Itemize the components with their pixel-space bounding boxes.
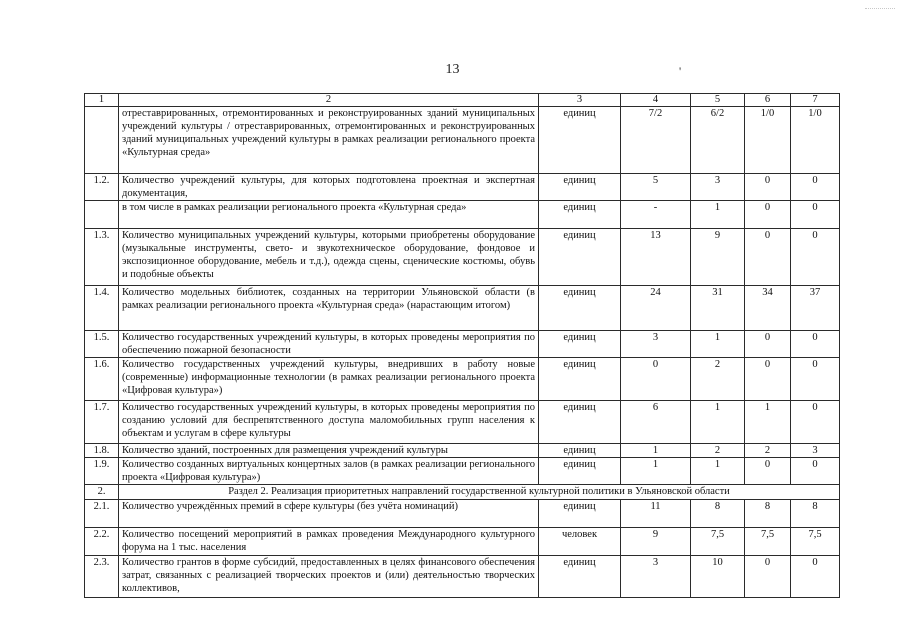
unit-cell: единиц <box>539 229 621 286</box>
section-row <box>85 485 840 500</box>
value-cell: 10 <box>691 556 745 598</box>
unit-cell: единиц <box>539 107 621 174</box>
value-cell: 2 <box>745 444 791 458</box>
table-row <box>85 286 840 331</box>
row-number: 1.9. <box>85 458 119 485</box>
row-number: 1.8. <box>85 444 119 458</box>
unit-cell: человек <box>539 528 621 556</box>
table-row <box>85 500 840 528</box>
table-row <box>85 458 840 485</box>
unit-cell: единиц <box>539 201 621 229</box>
table-row <box>85 401 840 444</box>
value-cell: 0 <box>791 201 840 229</box>
unit-cell: единиц <box>539 444 621 458</box>
column-header: 2 <box>119 94 539 107</box>
indicator-name: Количество модельных библиотек, созданных на территории Ульяновской области (в рамках реализации регионального проекта «Культурная среда» (нарастающим итогом) <box>119 286 539 331</box>
table-row <box>85 107 840 174</box>
column-header: 4 <box>621 94 691 107</box>
indicator-name: Количество муниципальных учреждений культуры, которыми приобретены оборудование (музыкальные инструменты, свето- и звукотехническое оборудование, фондовое и экспозиционное оборудование, мебель и т.д.), одежда сцены, сценические костюмы, обувь и подобные объекты <box>119 229 539 286</box>
unit-cell: единиц <box>539 556 621 598</box>
table-row <box>85 556 840 598</box>
value-cell: 1/0 <box>745 107 791 174</box>
scan-mark: ' <box>679 64 682 78</box>
indicator-name: Количество государственных учреждений культуры, в которых проведены мероприятия по созданию условий для беспрепятственного доступа маломобильных групп населения к объектам и услугам в сфере культуры <box>119 401 539 444</box>
unit-cell: единиц <box>539 331 621 358</box>
value-cell: 7/2 <box>621 107 691 174</box>
section-title: Раздел 2. Реализация приоритетных направлений государственной культурной политики в Ульяновской области <box>119 485 840 500</box>
value-cell: 7,5 <box>791 528 840 556</box>
value-cell: 6/2 <box>691 107 745 174</box>
indicator-name: Количество созданных виртуальных концертных залов (в рамках реализации регионального проекта «Цифровая культура») <box>119 458 539 485</box>
table-row <box>85 201 840 229</box>
value-cell: 0 <box>791 556 840 598</box>
row-number: 1.7. <box>85 401 119 444</box>
row-number: 1.4. <box>85 286 119 331</box>
value-cell: 8 <box>745 500 791 528</box>
table-header-row <box>85 94 840 107</box>
indicator-name: в том числе в рамках реализации регионального проекта «Культурная среда» <box>119 201 539 229</box>
value-cell: 0 <box>745 358 791 401</box>
value-cell: 0 <box>745 458 791 485</box>
unit-cell: единиц <box>539 174 621 201</box>
value-cell: - <box>621 201 691 229</box>
value-cell: 9 <box>691 229 745 286</box>
value-cell: 31 <box>691 286 745 331</box>
value-cell: 3 <box>621 556 691 598</box>
indicator-name: Количество государственных учреждений культуры, внедривших в работу новые (современные) информационные технологии (в рамках реализации регионального проекта «Цифровая культура») <box>119 358 539 401</box>
value-cell: 11 <box>621 500 691 528</box>
value-cell: 0 <box>621 358 691 401</box>
value-cell: 1 <box>621 444 691 458</box>
table-row <box>85 444 840 458</box>
value-cell: 0 <box>745 556 791 598</box>
value-cell: 0 <box>791 401 840 444</box>
value-cell: 0 <box>745 331 791 358</box>
value-cell: 0 <box>791 331 840 358</box>
column-header: 7 <box>791 94 840 107</box>
indicator-name: отреставрированных, отремонтированных и реконструированных зданий муниципальных учреждений культуры / отреставрированных, отремонтированных и реконструированных зданий муниципальных учреждений культуры в рамках реализации регионального проекта «Культурная среда» <box>119 107 539 174</box>
unit-cell: единиц <box>539 286 621 331</box>
row-number: 1.5. <box>85 331 119 358</box>
value-cell: 3 <box>621 331 691 358</box>
indicator-name: Количество посещений мероприятий в рамках проведения Международного культурного форума на 1 тыс. населения <box>119 528 539 556</box>
value-cell: 34 <box>745 286 791 331</box>
row-number: 2. <box>85 485 119 500</box>
unit-cell: единиц <box>539 401 621 444</box>
value-cell: 1 <box>691 401 745 444</box>
unit-cell: единиц <box>539 500 621 528</box>
value-cell: 1 <box>691 458 745 485</box>
row-number: 1.6. <box>85 358 119 401</box>
value-cell: 3 <box>691 174 745 201</box>
value-cell: 13 <box>621 229 691 286</box>
column-header: 1 <box>85 94 119 107</box>
indicators-table <box>84 93 840 598</box>
value-cell: 1/0 <box>791 107 840 174</box>
column-header: 5 <box>691 94 745 107</box>
value-cell: 0 <box>745 174 791 201</box>
value-cell: 9 <box>621 528 691 556</box>
value-cell: 2 <box>691 444 745 458</box>
value-cell: 1 <box>691 331 745 358</box>
row-number <box>85 107 119 174</box>
row-number: 2.1. <box>85 500 119 528</box>
row-number: 1.2. <box>85 174 119 201</box>
row-number <box>85 201 119 229</box>
column-header: 6 <box>745 94 791 107</box>
value-cell: 7,5 <box>691 528 745 556</box>
column-header: 3 <box>539 94 621 107</box>
value-cell: 0 <box>791 174 840 201</box>
page-number: 13 <box>445 62 460 77</box>
value-cell: 24 <box>621 286 691 331</box>
table-row <box>85 358 840 401</box>
value-cell: 8 <box>691 500 745 528</box>
indicator-name: Количество государственных учреждений культуры, в которых проведены мероприятия по обеспечению пожарной безопасности <box>119 331 539 358</box>
table-row <box>85 229 840 286</box>
value-cell: 1 <box>621 458 691 485</box>
indicator-name: Количество грантов в форме субсидий, предоставленных в целях финансового обеспечения затрат, связанных с реализацией творческих проектов и (или) деятельностью творческих коллективов, <box>119 556 539 598</box>
table-row <box>85 528 840 556</box>
row-number: 2.2. <box>85 528 119 556</box>
indicator-name: Количество учреждённых премий в сфере культуры (без учёта номинаций) <box>119 500 539 528</box>
value-cell: 1 <box>691 201 745 229</box>
value-cell: 3 <box>791 444 840 458</box>
unit-cell: единиц <box>539 458 621 485</box>
row-number: 2.3. <box>85 556 119 598</box>
value-cell: 0 <box>791 458 840 485</box>
value-cell: 5 <box>621 174 691 201</box>
value-cell: 7,5 <box>745 528 791 556</box>
value-cell: 0 <box>745 229 791 286</box>
scan-noise <box>865 8 895 10</box>
value-cell: 6 <box>621 401 691 444</box>
table-row <box>85 174 840 201</box>
value-cell: 1 <box>745 401 791 444</box>
table-row <box>85 331 840 358</box>
value-cell: 37 <box>791 286 840 331</box>
value-cell: 0 <box>791 229 840 286</box>
value-cell: 2 <box>691 358 745 401</box>
value-cell: 8 <box>791 500 840 528</box>
value-cell: 0 <box>791 358 840 401</box>
row-number: 1.3. <box>85 229 119 286</box>
unit-cell: единиц <box>539 358 621 401</box>
value-cell: 0 <box>745 201 791 229</box>
indicator-name: Количество учреждений культуры, для которых подготовлена проектная и экспертная документация, <box>119 174 539 201</box>
indicator-name: Количество зданий, построенных для размещения учреждений культуры <box>119 444 539 458</box>
